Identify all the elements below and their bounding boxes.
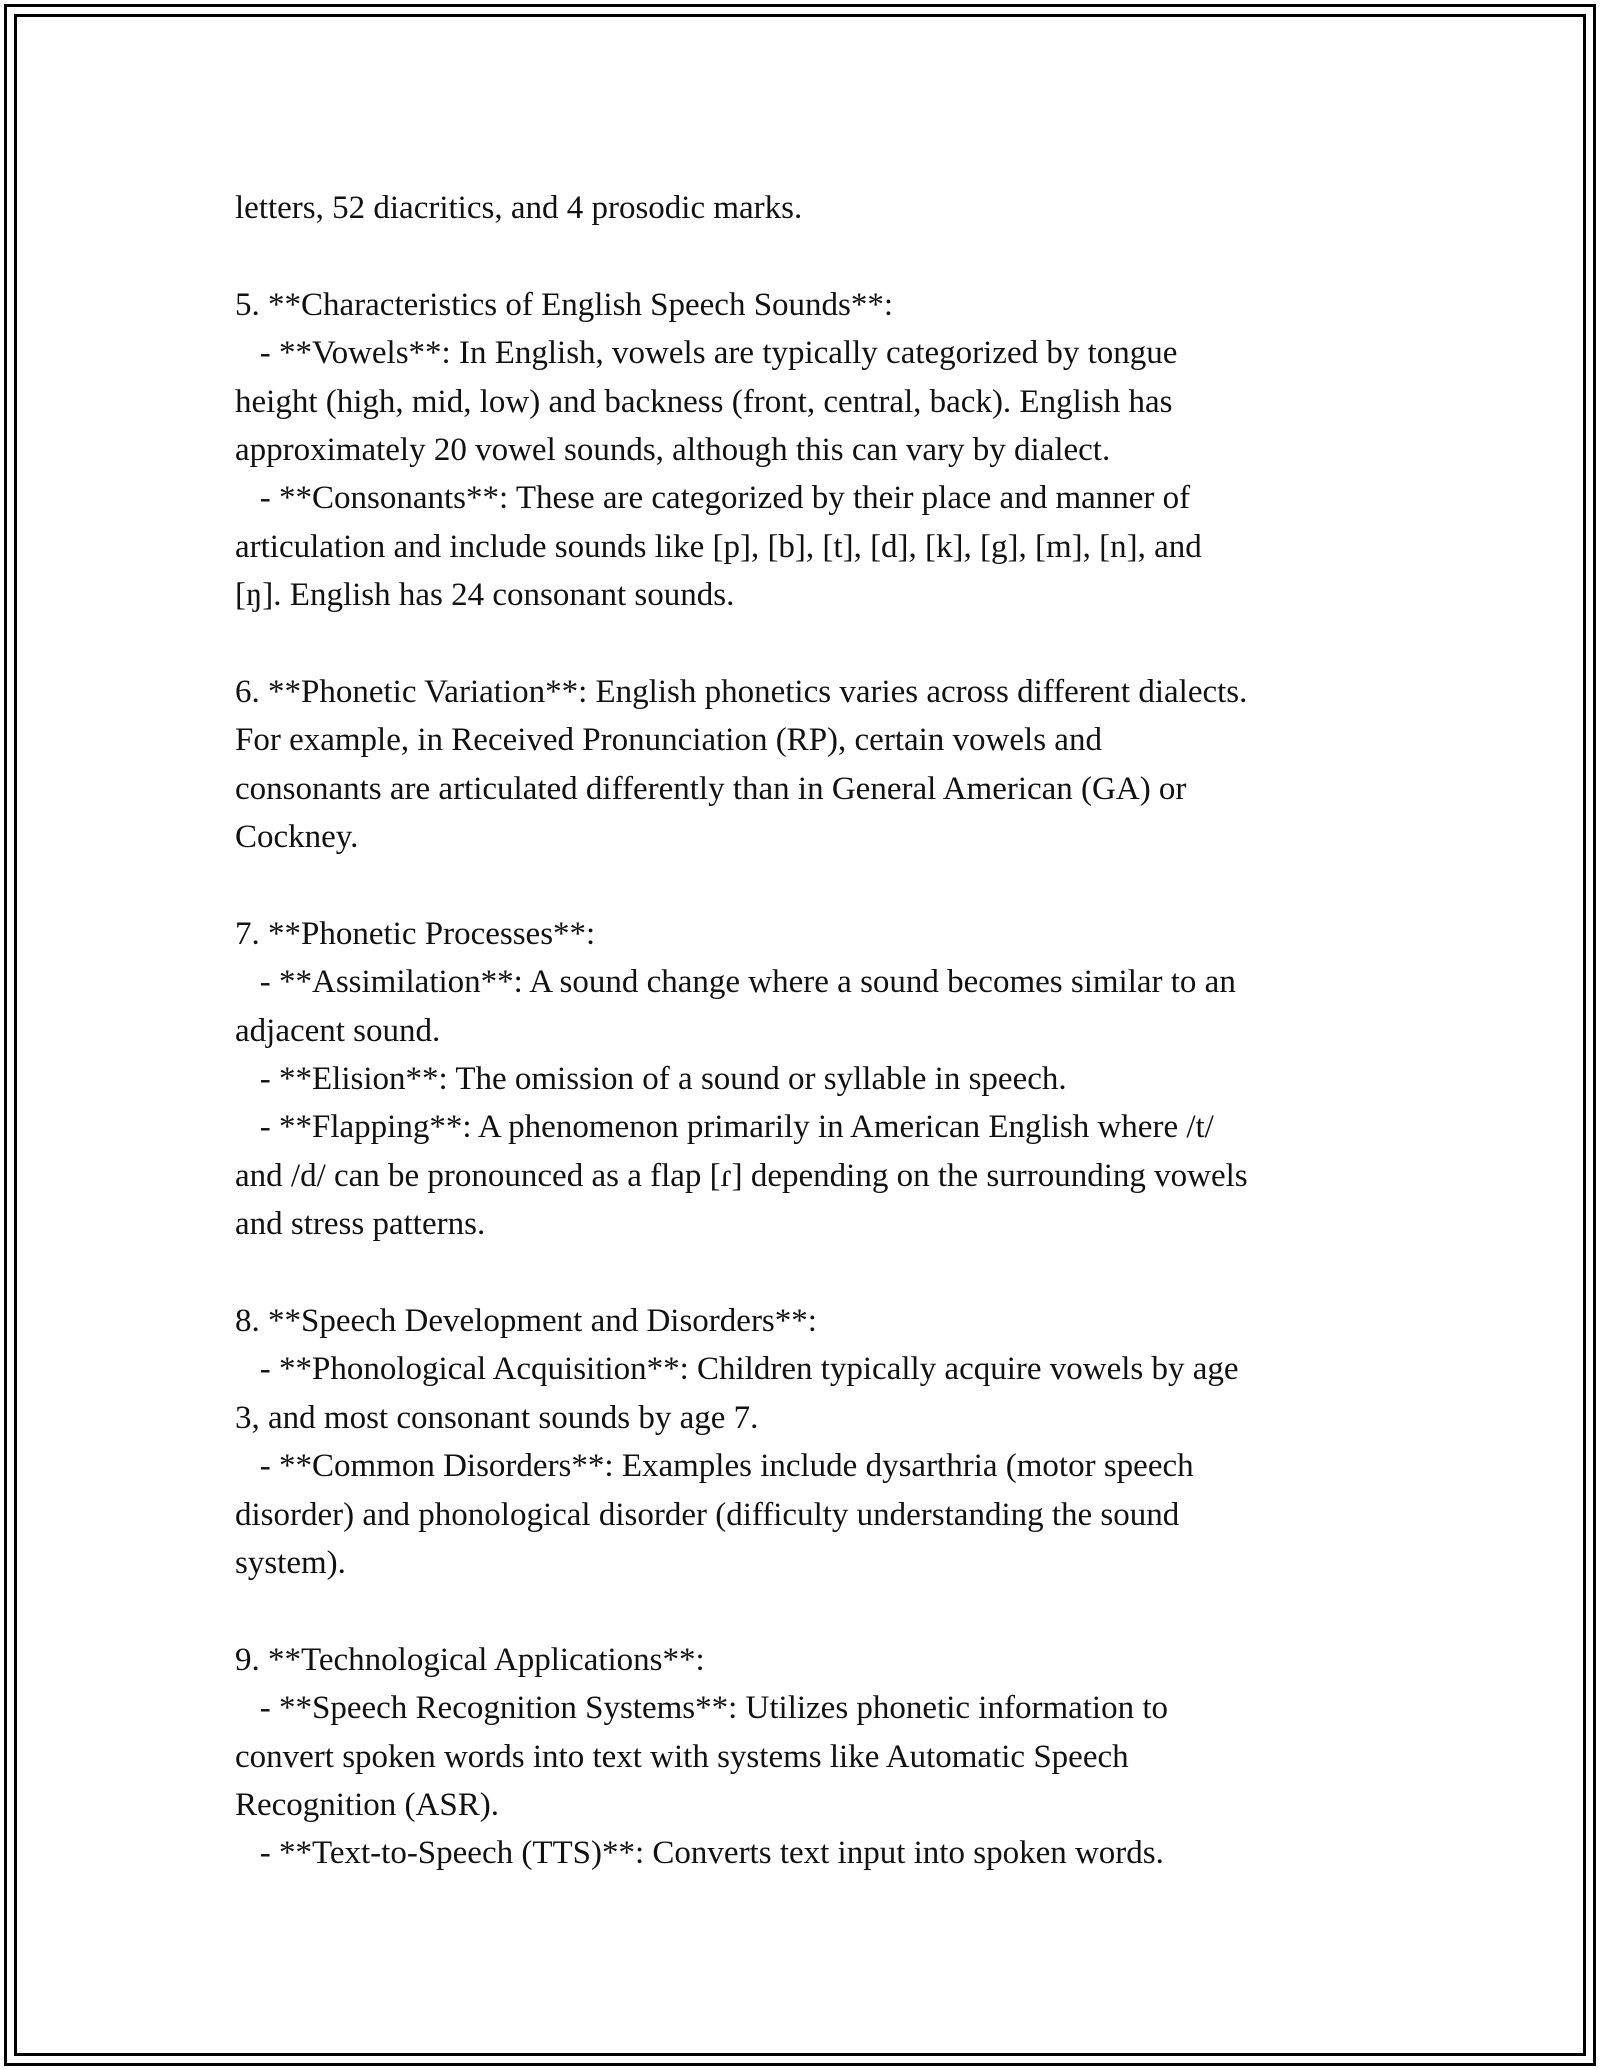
text-line: articulation and include sounds like [p], [b], [t], [d], [k], [g], [m], [n], and (235, 528, 1202, 565)
text-line: convert spoken words into text with systems like Automatic Speech (235, 1738, 1129, 1775)
blank-line (235, 1249, 1385, 1297)
text-line: - **Text-to-Speech (TTS)**: Converts text input into spoken words. (235, 1835, 1164, 1872)
blank-line (235, 620, 1385, 668)
text-line: Recognition (ASR). (235, 1786, 499, 1823)
text-line: system). (235, 1544, 346, 1581)
section-heading-6: 6. **Phonetic Variation**: English phonetics varies across different dialects. (235, 673, 1248, 710)
blank-line (235, 232, 1385, 280)
text-line: - **Assimilation**: A sound change where a sound becomes similar to an (235, 964, 1236, 1001)
text-line: - **Vowels**: In English, vowels are typically categorized by tongue (235, 335, 1178, 372)
text-line: - **Common Disorders**: Examples include dysarthria (motor speech (235, 1448, 1194, 1485)
text-line: - **Phonological Acquisition**: Children typically acquire vowels by age (235, 1351, 1239, 1388)
text-line: - **Consonants**: These are categorized by their place and manner of (235, 480, 1191, 517)
text-line: - **Flapping**: A phenomenon primarily in American English where /t/ (235, 1109, 1214, 1146)
section-heading-5: 5. **Characteristics of English Speech Sounds**: (235, 286, 894, 323)
section-heading-7: 7. **Phonetic Processes**: (235, 915, 596, 952)
text-line: height (high, mid, low) and backness (front, central, back). English has (235, 383, 1173, 420)
text-line: Cockney. (235, 819, 359, 856)
document-body (235, 184, 1385, 1878)
text-line: 3, and most consonant sounds by age 7. (235, 1399, 759, 1436)
text-line: consonants are articulated differently than in General American (GA) or (235, 770, 1187, 807)
text-line: approximately 20 vowel sounds, although this can vary by dialect. (235, 431, 1111, 468)
blank-line (235, 1587, 1385, 1635)
text-line: letters, 52 diacritics, and 4 prosodic marks. (235, 190, 803, 226)
text-line: and stress patterns. (235, 1206, 486, 1243)
text-line: disorder) and phonological disorder (difficulty understanding the sound (235, 1496, 1180, 1533)
section-heading-9: 9. **Technological Applications**: (235, 1641, 705, 1678)
section-heading-8: 8. **Speech Development and Disorders**: (235, 1302, 817, 1339)
text-line: adjacent sound. (235, 1012, 441, 1049)
text-line: - **Speech Recognition Systems**: Utilizes phonetic information to (235, 1690, 1169, 1727)
blank-line (235, 861, 1385, 909)
text-line: [ŋ]. English has 24 consonant sounds. (235, 577, 735, 614)
text-line: - **Elision**: The omission of a sound or syllable in speech. (235, 1061, 1067, 1098)
text-line: For example, in Received Pronunciation (RP), certain vowels and (235, 722, 1102, 759)
text-line: and /d/ can be pronounced as a flap [ɾ] depending on the surrounding vowels (235, 1157, 1248, 1194)
